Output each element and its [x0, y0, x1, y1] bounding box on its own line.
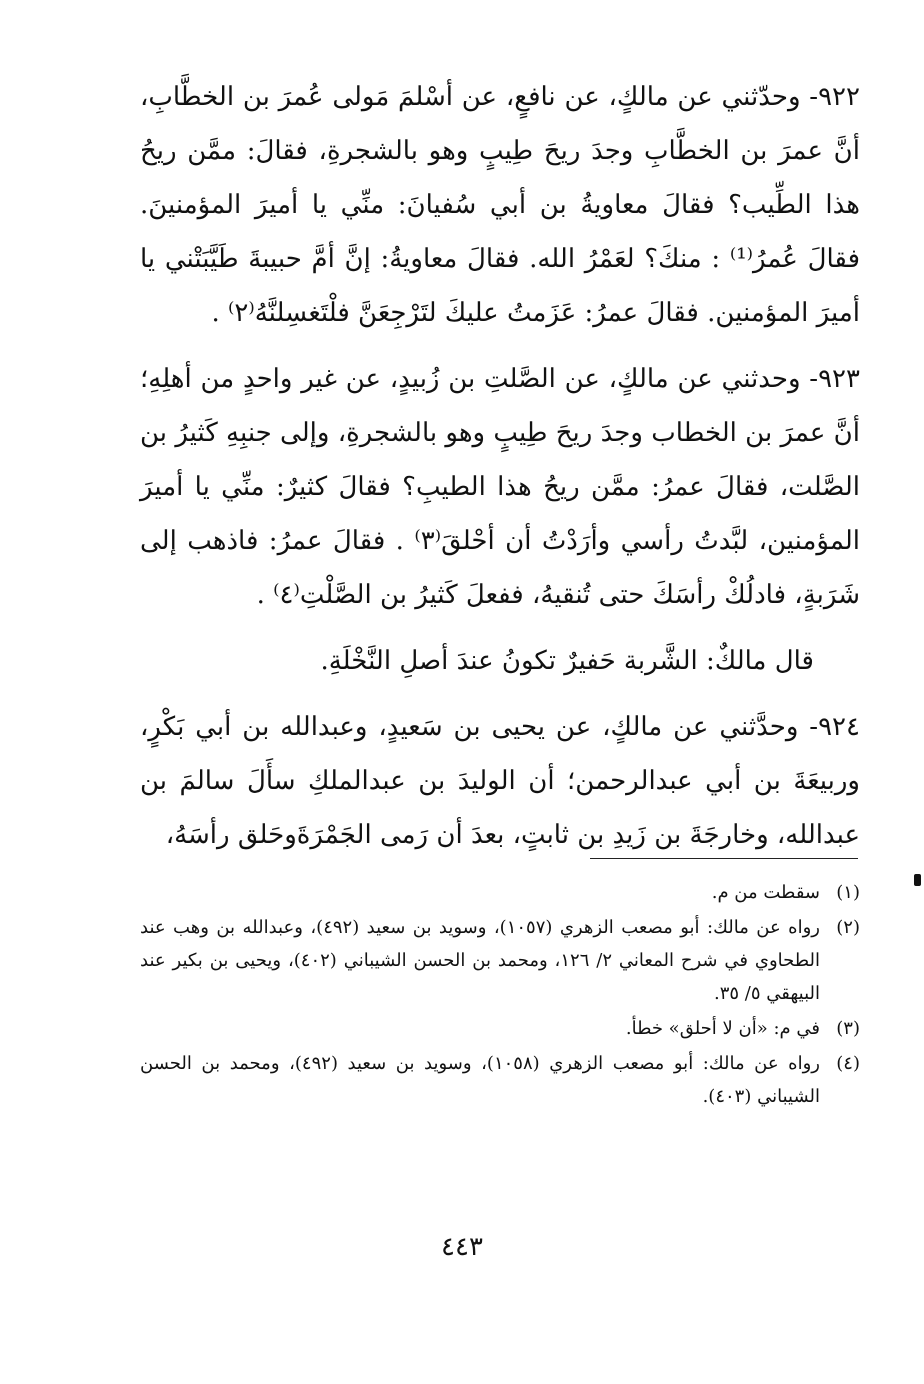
footnote-text: رواه عن مالك: أبو مصعب الزهري (١٠٥٧)، وسويد بن سعيد (٤٩٢)، وعبدالله بن وهب عند الطحاوي في شرح المعاني ٢/ ١٢٦، ومحمد بن الحسن الشيباني (٤٠٢)، ويحيى بن بكير عند البيهقي ٥/ ٣٥.: [140, 917, 820, 1004]
page-number: ٤٤٣: [441, 1232, 483, 1262]
hadith-922-paragraph: ٩٢٢- وحدّثني عن مالكٍ، عن نافعٍ، عن أسْلمَ مَولى عُمرَ بن الخطَّابِ، أنَّ عمرَ بن الخطَّابِ وجدَ ريحَ طِيبٍ وهو بالشجرةِ، فقالَ: ممَّن ريحُ هذا الطِّيب؟ فقالَ معاويةُ بن أبي سُفيانَ: منِّي يا أميرَ المؤمنينَ. فقالَ عُمرُ⁽¹⁾ : منكَ؟ لعَمْرُ الله. فقالَ معاويةُ: إنَّ أمَّ حبيبةَ طَيَّبَتْني يا أميرَ المؤمنين. فقالَ عمرُ: عَزَمتُ عليكَ لتَرْجِعَنَّ فلْتَغسِلنَّهُ⁽٢⁾ .: [140, 82, 860, 328]
main-text: [140, 70, 860, 874]
footnote-item: [140, 1047, 860, 1113]
footnote-text: رواه عن مالك: أبو مصعب الزهري (١٠٥٨)، وسويد بن سعيد (٤٩٢)، ومحمد بن الحسن الشيباني (٤٠٣).: [140, 1053, 820, 1107]
footnote-number: (٢): [836, 917, 860, 938]
scan-edge-mark: [914, 874, 921, 886]
footnote-divider: [590, 858, 858, 859]
footnote-text: في م: «أن لا أحلق» خطأ.: [625, 1018, 820, 1039]
footnote-item: [140, 1012, 860, 1045]
footnotes: [140, 876, 860, 1115]
footnote-number: (٤): [836, 1053, 860, 1074]
malik-note-paragraph: قال مالكٌ: الشَّربة حَفيرٌ تكونُ عندَ أصلِ النَّخْلَةِ.: [320, 646, 814, 676]
footnote-number: (٣): [836, 1018, 860, 1039]
footnote-text: سقطت من م.: [711, 882, 820, 903]
hadith-923-paragraph: ٩٢٣- وحدثني عن مالكٍ، عن الصَّلتِ بن زُبيدٍ، عن غير واحدٍ من أهلِهِ؛ أنَّ عمرَ بن الخطاب وجدَ ريحَ طِيبٍ وهو بالشجرةِ، وإلى جنبِهِ كَثيرُ بن الصَّلت، فقالَ عمرُ: ممَّن ريحُ هذا الطيبِ؟ فقالَ كثيرٌ: منِّي يا أميرَ المؤمنين، لبَّدتُ رأسي وأرَدْتُ أن أحْلقَ⁽٣⁾ . فقالَ عمرُ: فاذهب إلى شَرَبةٍ، فادلُكْ رأسَكَ حتى تُنقيهُ، ففعلَ كَثيرُ بن الصَّلْتِ⁽٤⁾ .: [140, 364, 860, 610]
footnote-item: [140, 876, 860, 909]
footnote-number: (١): [836, 882, 860, 903]
footnote-item: [140, 911, 860, 1010]
hadith-924-paragraph: ٩٢٤- وحدَّثني عن مالكٍ، عن يحيى بن سَعيدٍ، وعبدالله بن أبي بَكْرٍ، وربيعَةَ بن أبي عبدالرحمن؛ أن الوليدَ بن عبدالملكِ سأَلَ سالمَ بن عبدالله، وخارجَةَ بن زَيدِ بن ثابتٍ، بعدَ أن رَمى الجَمْرَةَوحَلق رأسَهُ،: [140, 712, 860, 850]
